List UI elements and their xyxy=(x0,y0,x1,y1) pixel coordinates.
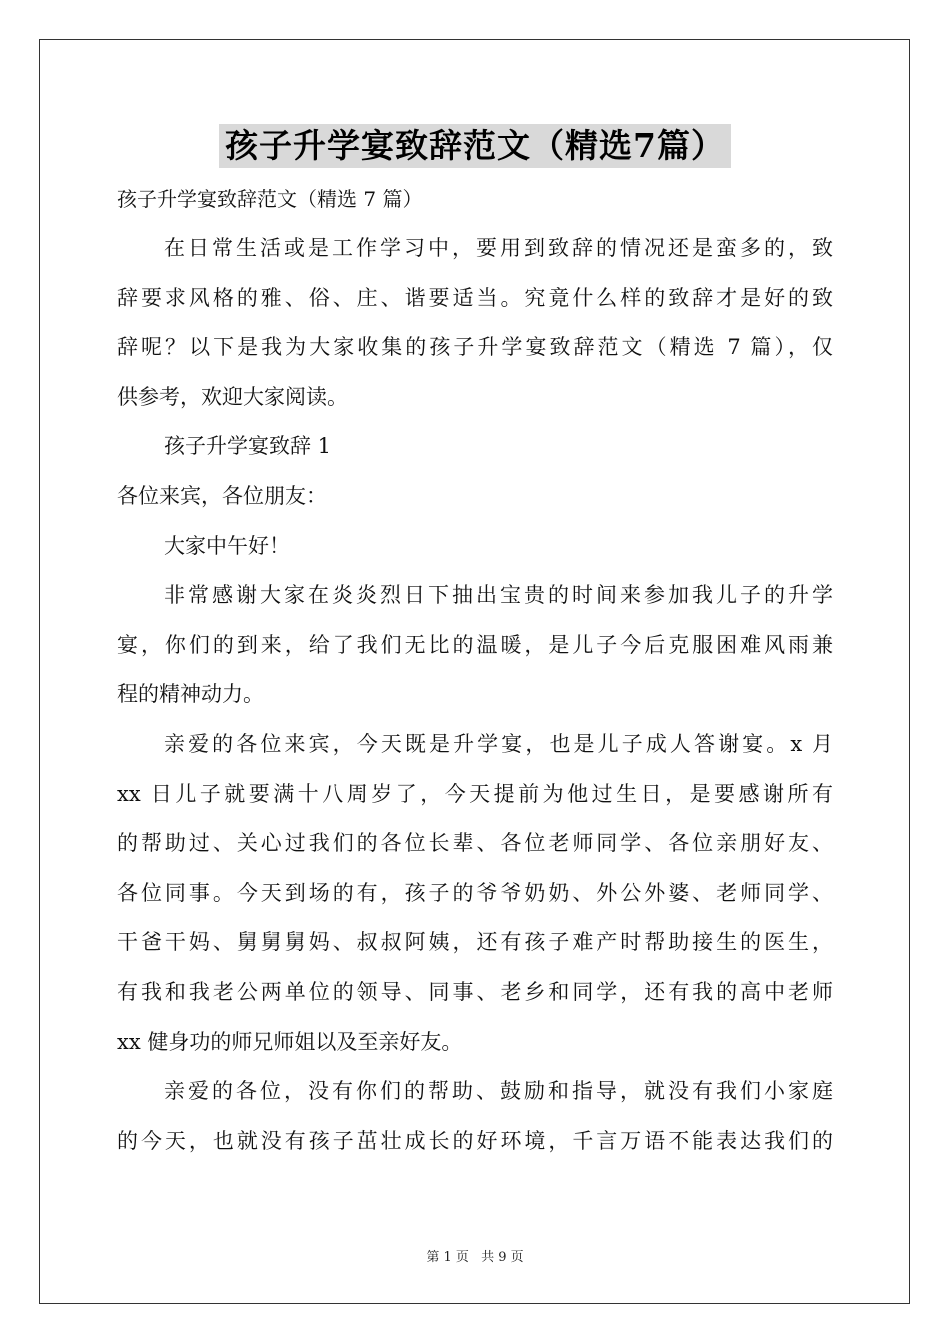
paragraph-line: 亲爱的各位，没有你们的帮助、鼓励和指导，就没有我们小家庭 xyxy=(164,1079,833,1104)
paragraph-line: xx 日儿子就要满十八周岁了，今天提前为他过生日，是要感谢所有 xyxy=(117,781,833,806)
document-body xyxy=(117,176,833,1166)
page-number-total: 共 9 页 xyxy=(481,1250,524,1265)
title-container xyxy=(0,124,950,168)
paragraph-line: 各位同事。今天到场的有，孩子的爷爷奶奶、外公外婆、老师同学、 xyxy=(117,880,833,905)
page-number-current: 第 1 页 xyxy=(426,1250,469,1265)
paragraph-line: 在日常生活或是工作学习中，要用到致辞的情况还是蛮多的，致 xyxy=(164,236,833,260)
paragraph-line: xx 健身功的师兄师姐以及至亲好友。 xyxy=(117,1029,463,1054)
paragraph-line: 有我和我老公两单位的领导、同事、老乡和同学，还有我的高中老师 xyxy=(117,979,833,1004)
paragraph-line: 的帮助过、关心过我们的各位长辈、各位老师同学、各位亲朋好友、 xyxy=(117,831,833,856)
paragraph-line: 干爸干妈、舅舅舅妈、叔叔阿姨，还有孩子难产时帮助接生的医生， xyxy=(117,930,833,955)
salutation-line: 各位来宾，各位朋友： xyxy=(117,483,327,508)
paragraph-line: 供参考，欢迎大家阅读。 xyxy=(117,384,348,409)
document-subtitle: 孩子升学宴致辞范文（精选 7 篇） xyxy=(117,187,423,211)
paragraph-line: 的今天，也就没有孩子茁壮成长的好环境，千言万语不能表达我们的 xyxy=(117,1128,833,1153)
paragraph-line: 程的精神动力。 xyxy=(117,682,264,707)
page-footer xyxy=(0,1246,950,1265)
paragraph-line: 亲爱的各位来宾，今天既是升学宴，也是儿子成人答谢宴。x 月 xyxy=(164,731,833,756)
paragraph-line: 非常感谢大家在炎炎烈日下抽出宝贵的时间来参加我儿子的升学 xyxy=(164,583,833,608)
document-title: 孩子升学宴致辞范文（精选7篇） xyxy=(219,124,731,168)
section-heading: 孩子升学宴致辞 1 xyxy=(164,434,332,459)
greeting-line: 大家中午好！ xyxy=(164,533,290,558)
paragraph-line: 辞呢？以下是我为大家收集的孩子升学宴致辞范文（精选 7 篇），仅 xyxy=(117,335,833,360)
paragraph-line: 宴，你们的到来，给了我们无比的温暖，是儿子今后克服困难风雨兼 xyxy=(117,632,833,657)
paragraph-line: 辞要求风格的雅、俗、庄、谐要适当。究竟什么样的致辞才是好的致 xyxy=(117,285,833,310)
